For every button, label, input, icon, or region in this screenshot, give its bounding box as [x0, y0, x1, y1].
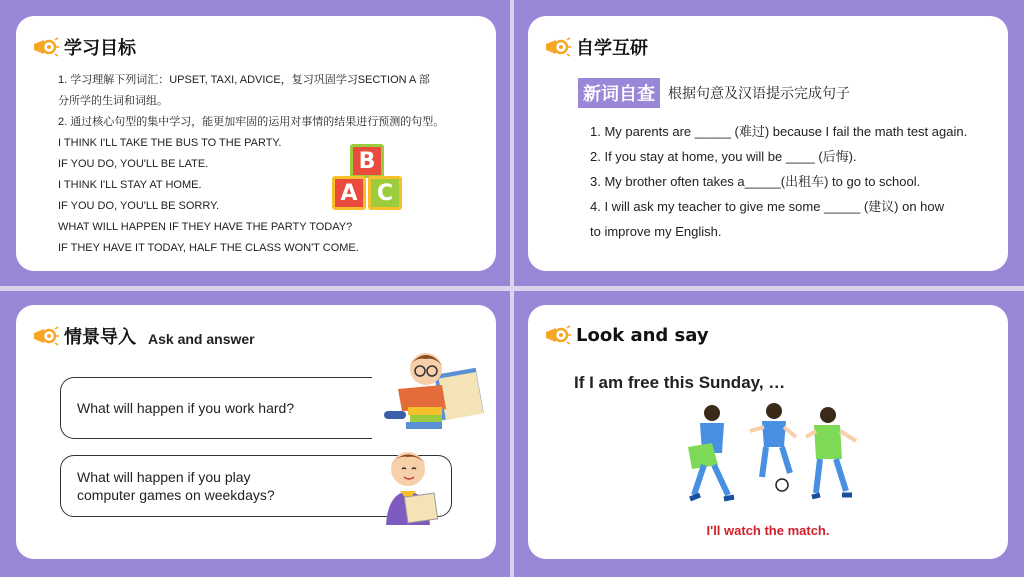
question-line: computer games on weekdays?: [77, 487, 275, 503]
panel-header: [542, 34, 648, 60]
block-c: C: [368, 176, 402, 210]
goal-line: 1. 学习理解下列词汇：UPSET, TAXI, ADVICE，复习巩固学习SECTION A 部: [58, 74, 430, 86]
megaphone-icon: [542, 35, 572, 59]
sentence-item: 1. My parents are _____ (难过) because I fail the math test again.: [590, 124, 968, 139]
block-a: A: [332, 176, 366, 210]
goal-line: WHAT WILL HAPPEN IF THEY HAVE THE PARTY TODAY?: [58, 221, 353, 233]
question-text: What will happen if you work hard?: [77, 400, 295, 416]
goal-line: IF YOU DO, YOU'LL BE SORRY.: [58, 200, 220, 212]
reading-boy-illustration: [380, 349, 490, 437]
question-text: [77, 468, 275, 504]
goal-line: 2. 通过核心句型的集中学习，能更加牢固的运用对事情的结果进行预测的句型。: [58, 116, 445, 128]
goal-line: IF YOU DO, YOU'LL BE LATE.: [58, 158, 209, 170]
vocab-check-tag: 新词自查: [578, 78, 660, 108]
vocab-instruction: 根据句意及汉语提示完成句子: [668, 86, 850, 102]
panel-title: Look and say: [576, 324, 709, 346]
fill-in-sentences: [590, 119, 967, 244]
prompt-sentence: If I am free this Sunday, …: [574, 373, 786, 392]
panel-card: [16, 305, 496, 559]
panel-header: [30, 34, 136, 60]
goal-line: I THINK I'LL STAY AT HOME.: [58, 179, 202, 191]
panel-header: [542, 323, 709, 347]
megaphone-icon: [30, 35, 60, 59]
question-box: [60, 377, 372, 439]
sentence-item: 2. If you stay at home, you will be ____ (后悔).: [590, 149, 857, 164]
panel-title: 自学互研: [576, 38, 648, 59]
block-b: B: [350, 144, 384, 178]
goal-line: 分所学的生词和词组。: [58, 95, 168, 107]
question-line: What will happen if you play: [77, 469, 251, 485]
sentence-item: 4. I will ask my teacher to give me some _____ (建议) on how: [590, 199, 945, 214]
slide-panel-goals[interactable]: [0, 0, 510, 286]
panel-title: 情景导入: [64, 327, 136, 348]
football-players-illustration: [678, 403, 878, 515]
panel-card: [528, 305, 1008, 559]
answer-sentence: I'll watch the match.: [706, 523, 830, 538]
panel-title: 学习目标: [64, 38, 136, 59]
megaphone-icon: [542, 323, 572, 347]
sentence-item: 3. My brother often takes a_____(出租车) to go to school.: [590, 174, 921, 189]
vocab-check: [578, 78, 850, 108]
slide-panel-look-and-say[interactable]: [514, 291, 1024, 577]
boy-with-paper-illustration: [376, 445, 456, 525]
goal-line: I THINK I'LL TAKE THE BUS TO THE PARTY.: [58, 137, 282, 149]
goal-line: IF THEY HAVE IT TODAY, HALF THE CLASS WON'T COME.: [58, 242, 359, 254]
megaphone-icon: [30, 324, 60, 348]
abc-blocks-illustration: [332, 144, 408, 210]
slide-panel-lead-in[interactable]: [0, 291, 510, 577]
panel-card: [528, 16, 1008, 271]
slide-panel-self-study[interactable]: [514, 0, 1024, 286]
panel-subtitle: Ask and answer: [148, 331, 255, 347]
panel-card: [16, 16, 496, 271]
panel-header: [30, 323, 255, 349]
sentence-item: to improve my English.: [590, 224, 722, 239]
